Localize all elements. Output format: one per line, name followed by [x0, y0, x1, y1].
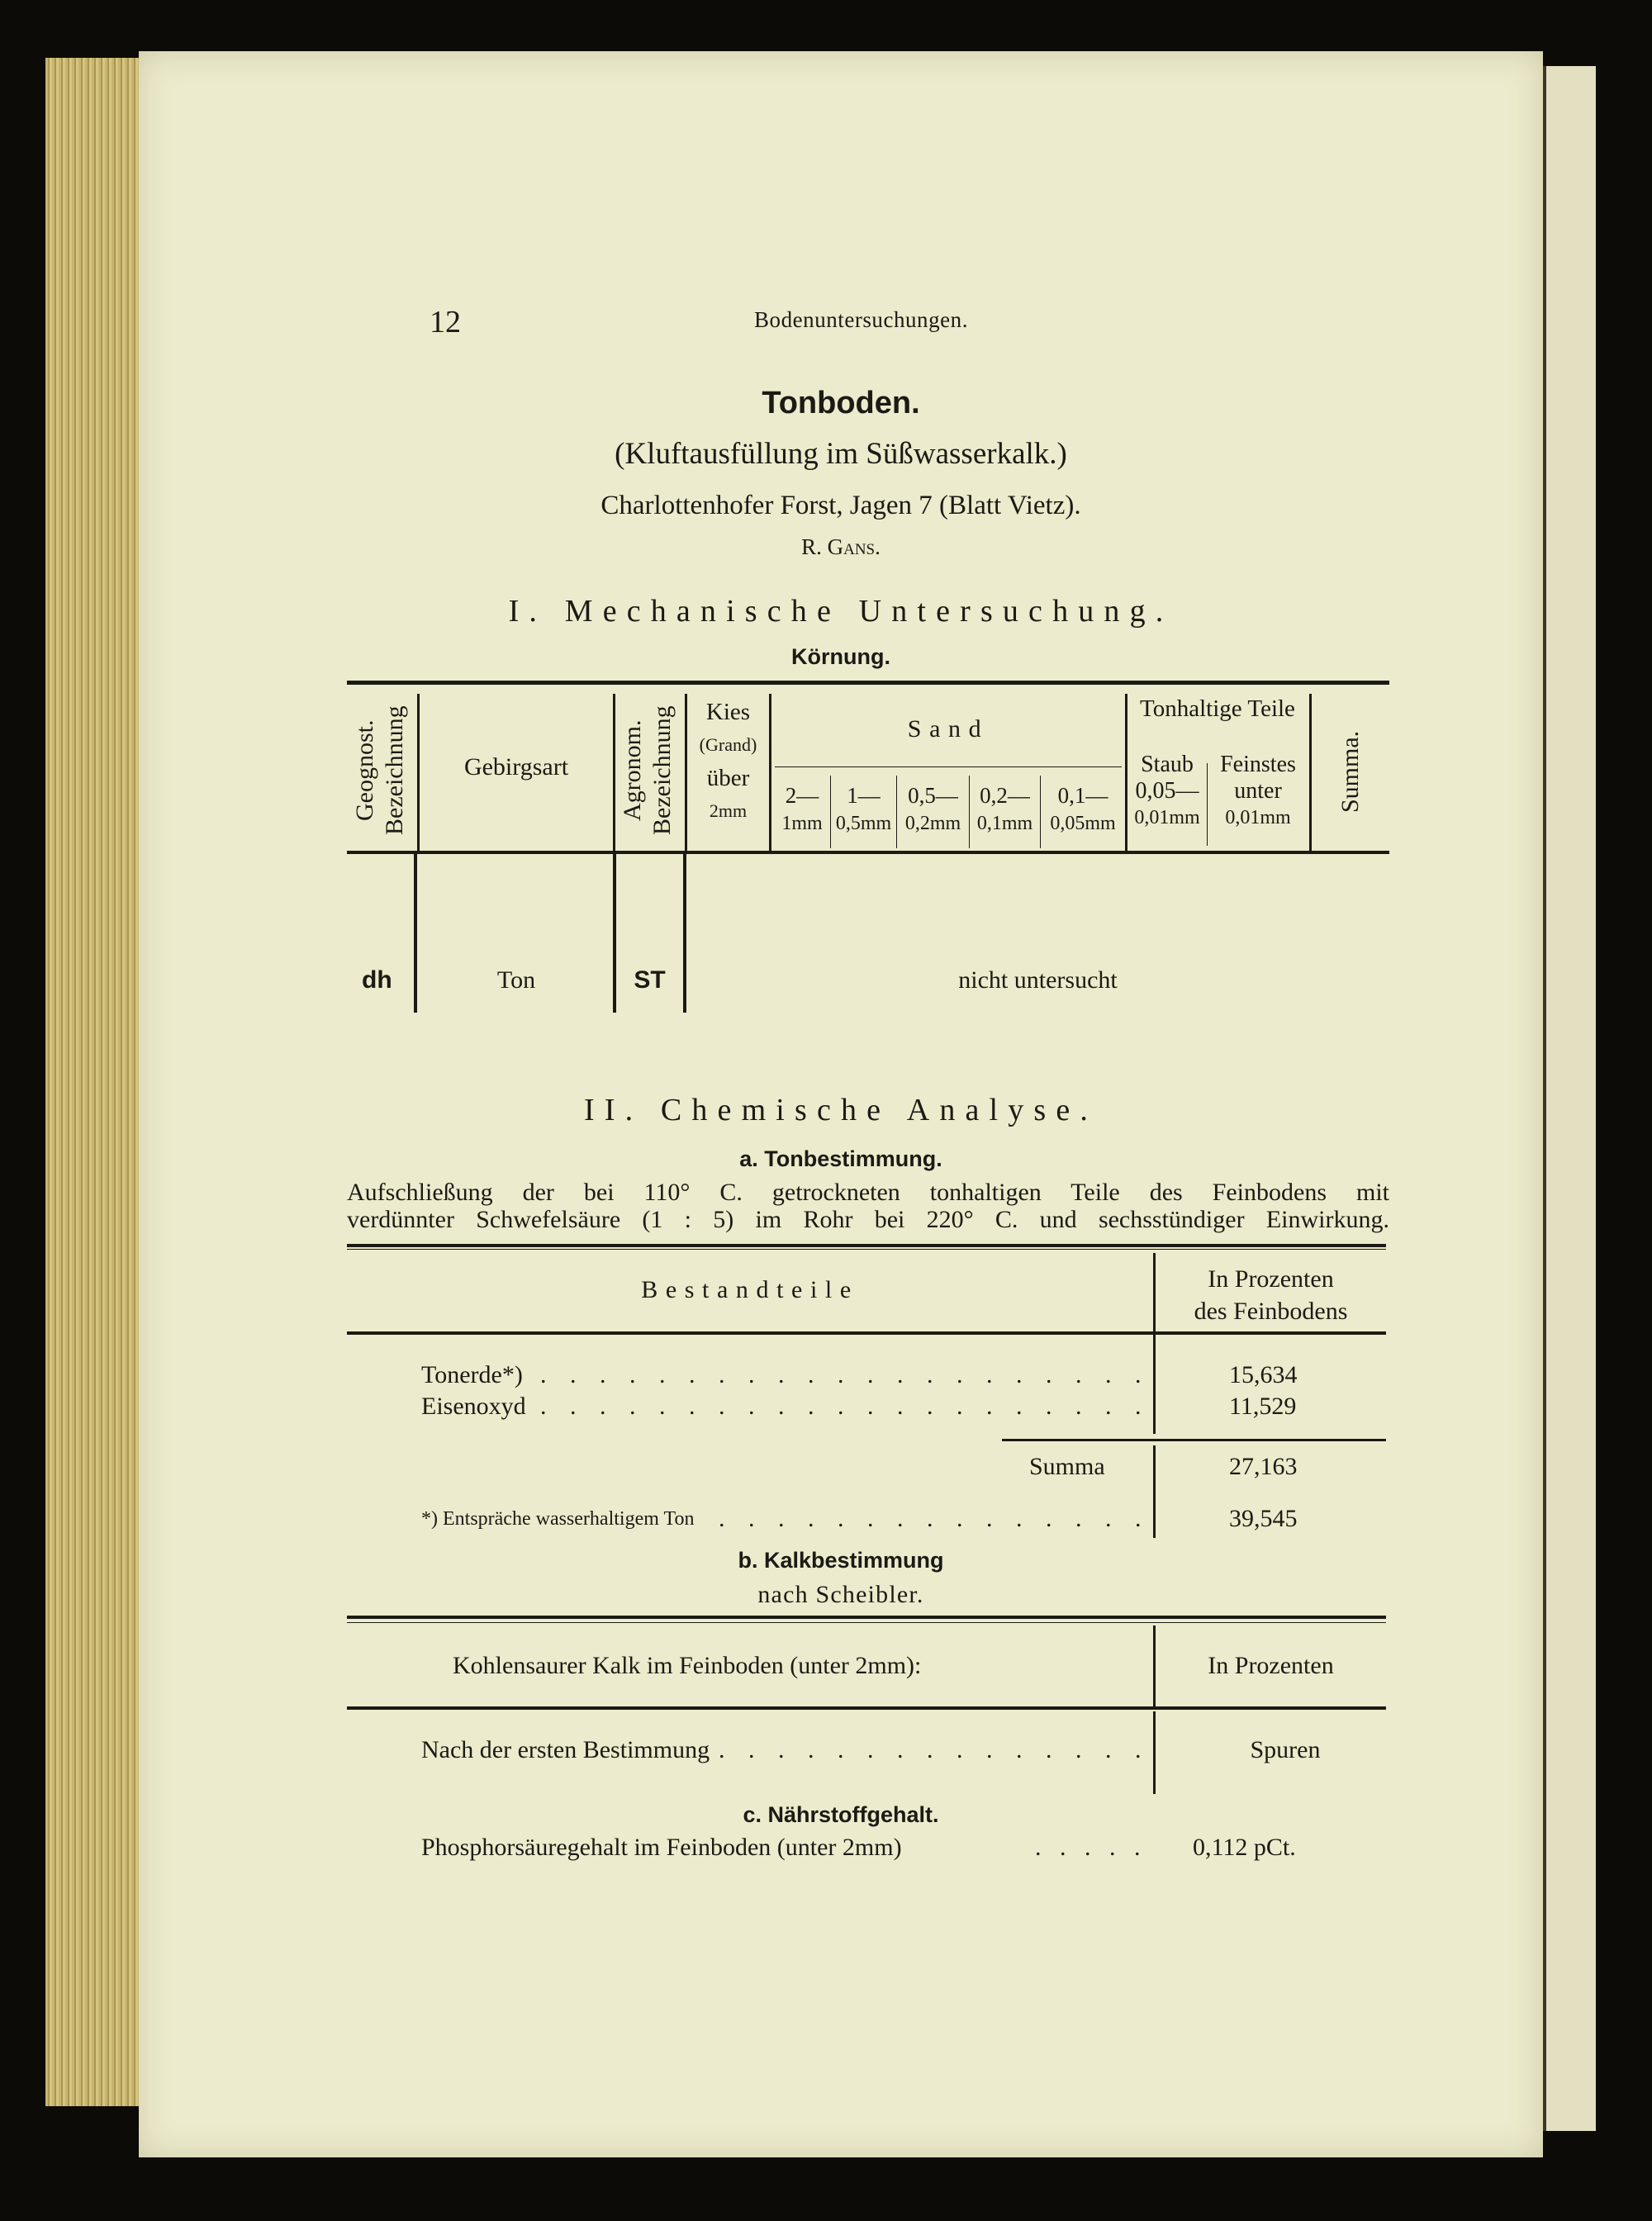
row-geognost: dh: [362, 966, 392, 994]
sand-sub-5: [1041, 781, 1125, 838]
book-page: [139, 51, 1543, 2157]
footnote-value: 39,545: [1229, 1505, 1298, 1532]
feinstes-label: Feinstes: [1220, 752, 1296, 777]
col-kies-header: [687, 695, 769, 828]
col-agronom-header: Agronom. Bezeichnung: [619, 705, 676, 836]
kalk-method: nach Scheibler.: [757, 1581, 924, 1608]
summa-value: 27,163: [1229, 1453, 1298, 1480]
subheading-tonbestimmung: a. Tonbestimmung.: [739, 1146, 942, 1171]
row-label-eisenoxyd: Eisenoxyd: [421, 1393, 531, 1421]
sand-sub-1-from: 2—: [785, 783, 819, 808]
footnote-label: *) Entspräche wasserhaltigem Ton: [421, 1508, 705, 1530]
staub-label: Staub: [1141, 752, 1194, 777]
feinstes-size: 0,01mm: [1225, 807, 1291, 828]
col-geognost-header: Geognost. Bezeichnung: [351, 705, 408, 836]
col-sand-header: Sand: [907, 715, 990, 743]
description-line-2: verdünnter Schwefelsäure (1 : 5) im Rohr bei 220° C. und sechsstündiger Einwirkung.: [347, 1206, 1389, 1233]
sand-sub-1: [775, 781, 829, 838]
sand-sub-2-to: 0,5mm: [835, 813, 892, 834]
col-feinstes-header: [1208, 752, 1308, 831]
col-staub-header: [1127, 752, 1207, 831]
kalk-row-value: Spuren: [1250, 1736, 1321, 1763]
col-bestandteile-header: Bestandteile: [641, 1276, 859, 1303]
row-gebirgsart: Ton: [496, 966, 536, 994]
author: R. Gans.: [801, 534, 881, 559]
staub-from: 0,05—: [1135, 778, 1199, 804]
ueber-label: über: [706, 765, 750, 791]
row-result: nicht untersucht: [958, 966, 1118, 994]
row-label-tonerde: Tonerde*): [421, 1361, 528, 1389]
description-line-1: Aufschließung der bei 110° C. getrockneten tonhaltigen Teile des Feinbodens mit: [347, 1179, 1389, 1206]
grand-label: (Grand): [699, 734, 757, 755]
col-prozent-line2: des Feinbodens: [1194, 1298, 1348, 1325]
staub-to: 0,01mm: [1134, 807, 1200, 828]
section-heading-mechanical: I. Mechanische Untersuchung.: [508, 594, 1174, 629]
sand-sub-5-to: 0,05mm: [1050, 813, 1116, 834]
sand-sub-5-from: 0,1—: [1057, 783, 1108, 808]
sand-sub-3-to: 0,2mm: [904, 813, 961, 834]
sand-sub-3-from: 0,5—: [908, 783, 958, 808]
feinstes-unter: unter: [1234, 778, 1282, 804]
sand-sub-1-to: 1mm: [781, 813, 823, 834]
sand-sub-3: [897, 781, 969, 838]
subheading-koernung: Körnung.: [791, 644, 890, 669]
phosphor-value: 0,112 pCt.: [1193, 1834, 1296, 1861]
kalk-row-label: Nach der ersten Bestimmung: [421, 1736, 714, 1764]
page-title: Tonboden.: [762, 386, 920, 420]
sand-sub-2: [831, 781, 896, 838]
phosphor-label: Phosphorsäuregehalt im Feinboden (unter 2mm): [421, 1834, 902, 1861]
row-agronom: ST: [634, 966, 666, 994]
sand-sub-4: [970, 781, 1040, 838]
col-tonhaltige-header: Tonhaltige Teile: [1140, 695, 1295, 722]
kies-label: Kies: [705, 699, 751, 725]
col-kalk-prozent-header: In Prozenten: [1208, 1652, 1334, 1679]
sand-sub-4-to: 0,1mm: [976, 813, 1033, 834]
leader-dots: [421, 1361, 1140, 1389]
subtitle: (Kluftausfüllung im Süßwasserkalk.): [615, 437, 1067, 471]
sand-sub-2-from: 1—: [847, 783, 881, 808]
col-gebirgsart-header: Gebirgsart: [463, 753, 569, 781]
row-value-eisenoxyd: 11,529: [1229, 1393, 1297, 1420]
col-summa-header: Summa.: [1336, 730, 1364, 814]
col-prozent-line1: In Prozenten: [1208, 1265, 1334, 1293]
book-page-edges: [45, 58, 145, 2106]
phosphor-dots: . . . . .: [1035, 1834, 1146, 1861]
sand-sub-4-from: 0,2—: [980, 783, 1030, 808]
col-kalk-header: Kohlensaurer Kalk im Feinboden (unter 2mm):: [453, 1652, 922, 1679]
subheading-naehrstoff: c. Nährstoffgehalt.: [743, 1802, 939, 1827]
subheading-kalkbestimmung: b. Kalkbestimmung: [738, 1548, 944, 1573]
page-number: 12: [430, 305, 461, 339]
running-title: Bodenuntersuchungen.: [754, 307, 968, 332]
section-heading-chemical: II. Chemische Analyse.: [583, 1093, 1099, 1127]
summa-label: Summa: [1029, 1453, 1105, 1480]
location: Charlottenhofer Forst, Jagen 7 (Blatt Vietz).: [601, 491, 1081, 520]
row-value-tonerde: 15,634: [1229, 1361, 1298, 1388]
kies-size-label: 2mm: [709, 800, 748, 821]
facing-page-edge: [1543, 66, 1596, 2131]
col-prozent-header: [1156, 1263, 1386, 1327]
